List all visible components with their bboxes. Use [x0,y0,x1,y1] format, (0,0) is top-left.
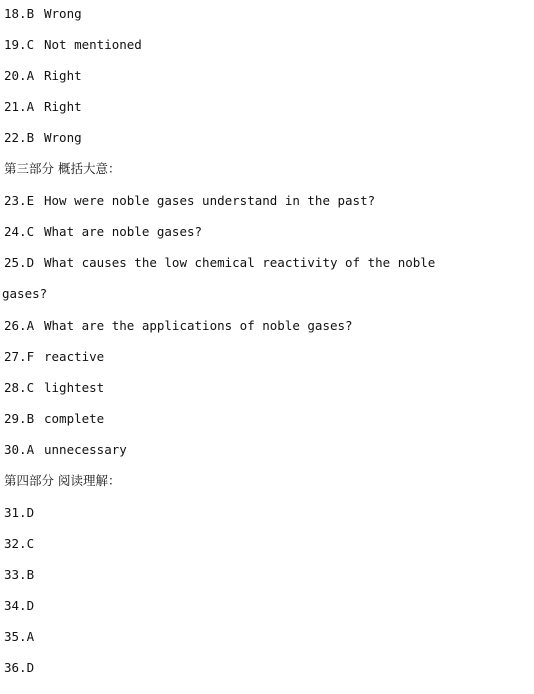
answer-line [4,565,44,585]
answer-number: 31.D [4,505,35,520]
answer-line [4,35,142,55]
answer-line [4,409,104,429]
answer-number: 20.A [4,68,35,83]
answer-number: 32.C [4,536,35,551]
answer-number: 34.D [4,598,35,613]
answer-line [4,97,82,117]
answer-number: 30.A [4,442,35,457]
answer-text: What are the applications of noble gases? [44,318,353,333]
answer-number: 23.E [4,193,35,208]
answer-line [4,378,104,398]
answer-text: unnecessary [44,442,127,457]
answer-line [4,66,82,86]
answer-number: 26.A [4,318,35,333]
answer-text: complete [44,411,105,426]
answer-line [4,503,44,523]
answer-number: 22.B [4,130,35,145]
answer-line [4,4,82,24]
answer-number: 19.C [4,37,35,52]
answer-text: Right [44,68,82,83]
answer-number: 24.C [4,224,35,239]
answer-text: What are noble gases? [44,224,203,239]
answer-text: lightest [44,380,105,395]
answer-line [4,534,44,554]
answer-line [4,253,435,273]
answer-number: 36.D [4,660,35,675]
answer-text: Not mentioned [44,37,142,52]
answer-line [4,128,82,148]
answer-number: 18.B [4,6,35,21]
answer-line [4,222,202,242]
answer-text: What causes the low chemical reactivity of the noble [44,255,436,270]
answer-line [4,440,127,460]
answer-number: 33.B [4,567,35,582]
answer-number: 29.B [4,411,35,426]
answer-line [4,658,44,678]
section-heading: 第四部分 阅读理解： [4,473,121,488]
answer-line [4,596,44,616]
answer-number: 21.A [4,99,35,114]
answer-line [4,347,104,367]
answer-text: Right [44,99,82,114]
answer-number: 27.F [4,349,35,364]
answer-line [4,627,44,647]
answer-line [4,316,353,336]
answer-line [4,191,375,211]
answer-text: Wrong [44,6,82,21]
answer-text: How were noble gases understand in the past? [44,193,376,208]
answer-continuation: gases? [2,286,48,301]
section-heading: 第三部分 概括大意： [4,161,121,176]
answer-number: 35.A [4,629,35,644]
answer-number: 25.D [4,255,35,270]
answer-text: reactive [44,349,105,364]
answer-number: 28.C [4,380,35,395]
answer-text: Wrong [44,130,82,145]
